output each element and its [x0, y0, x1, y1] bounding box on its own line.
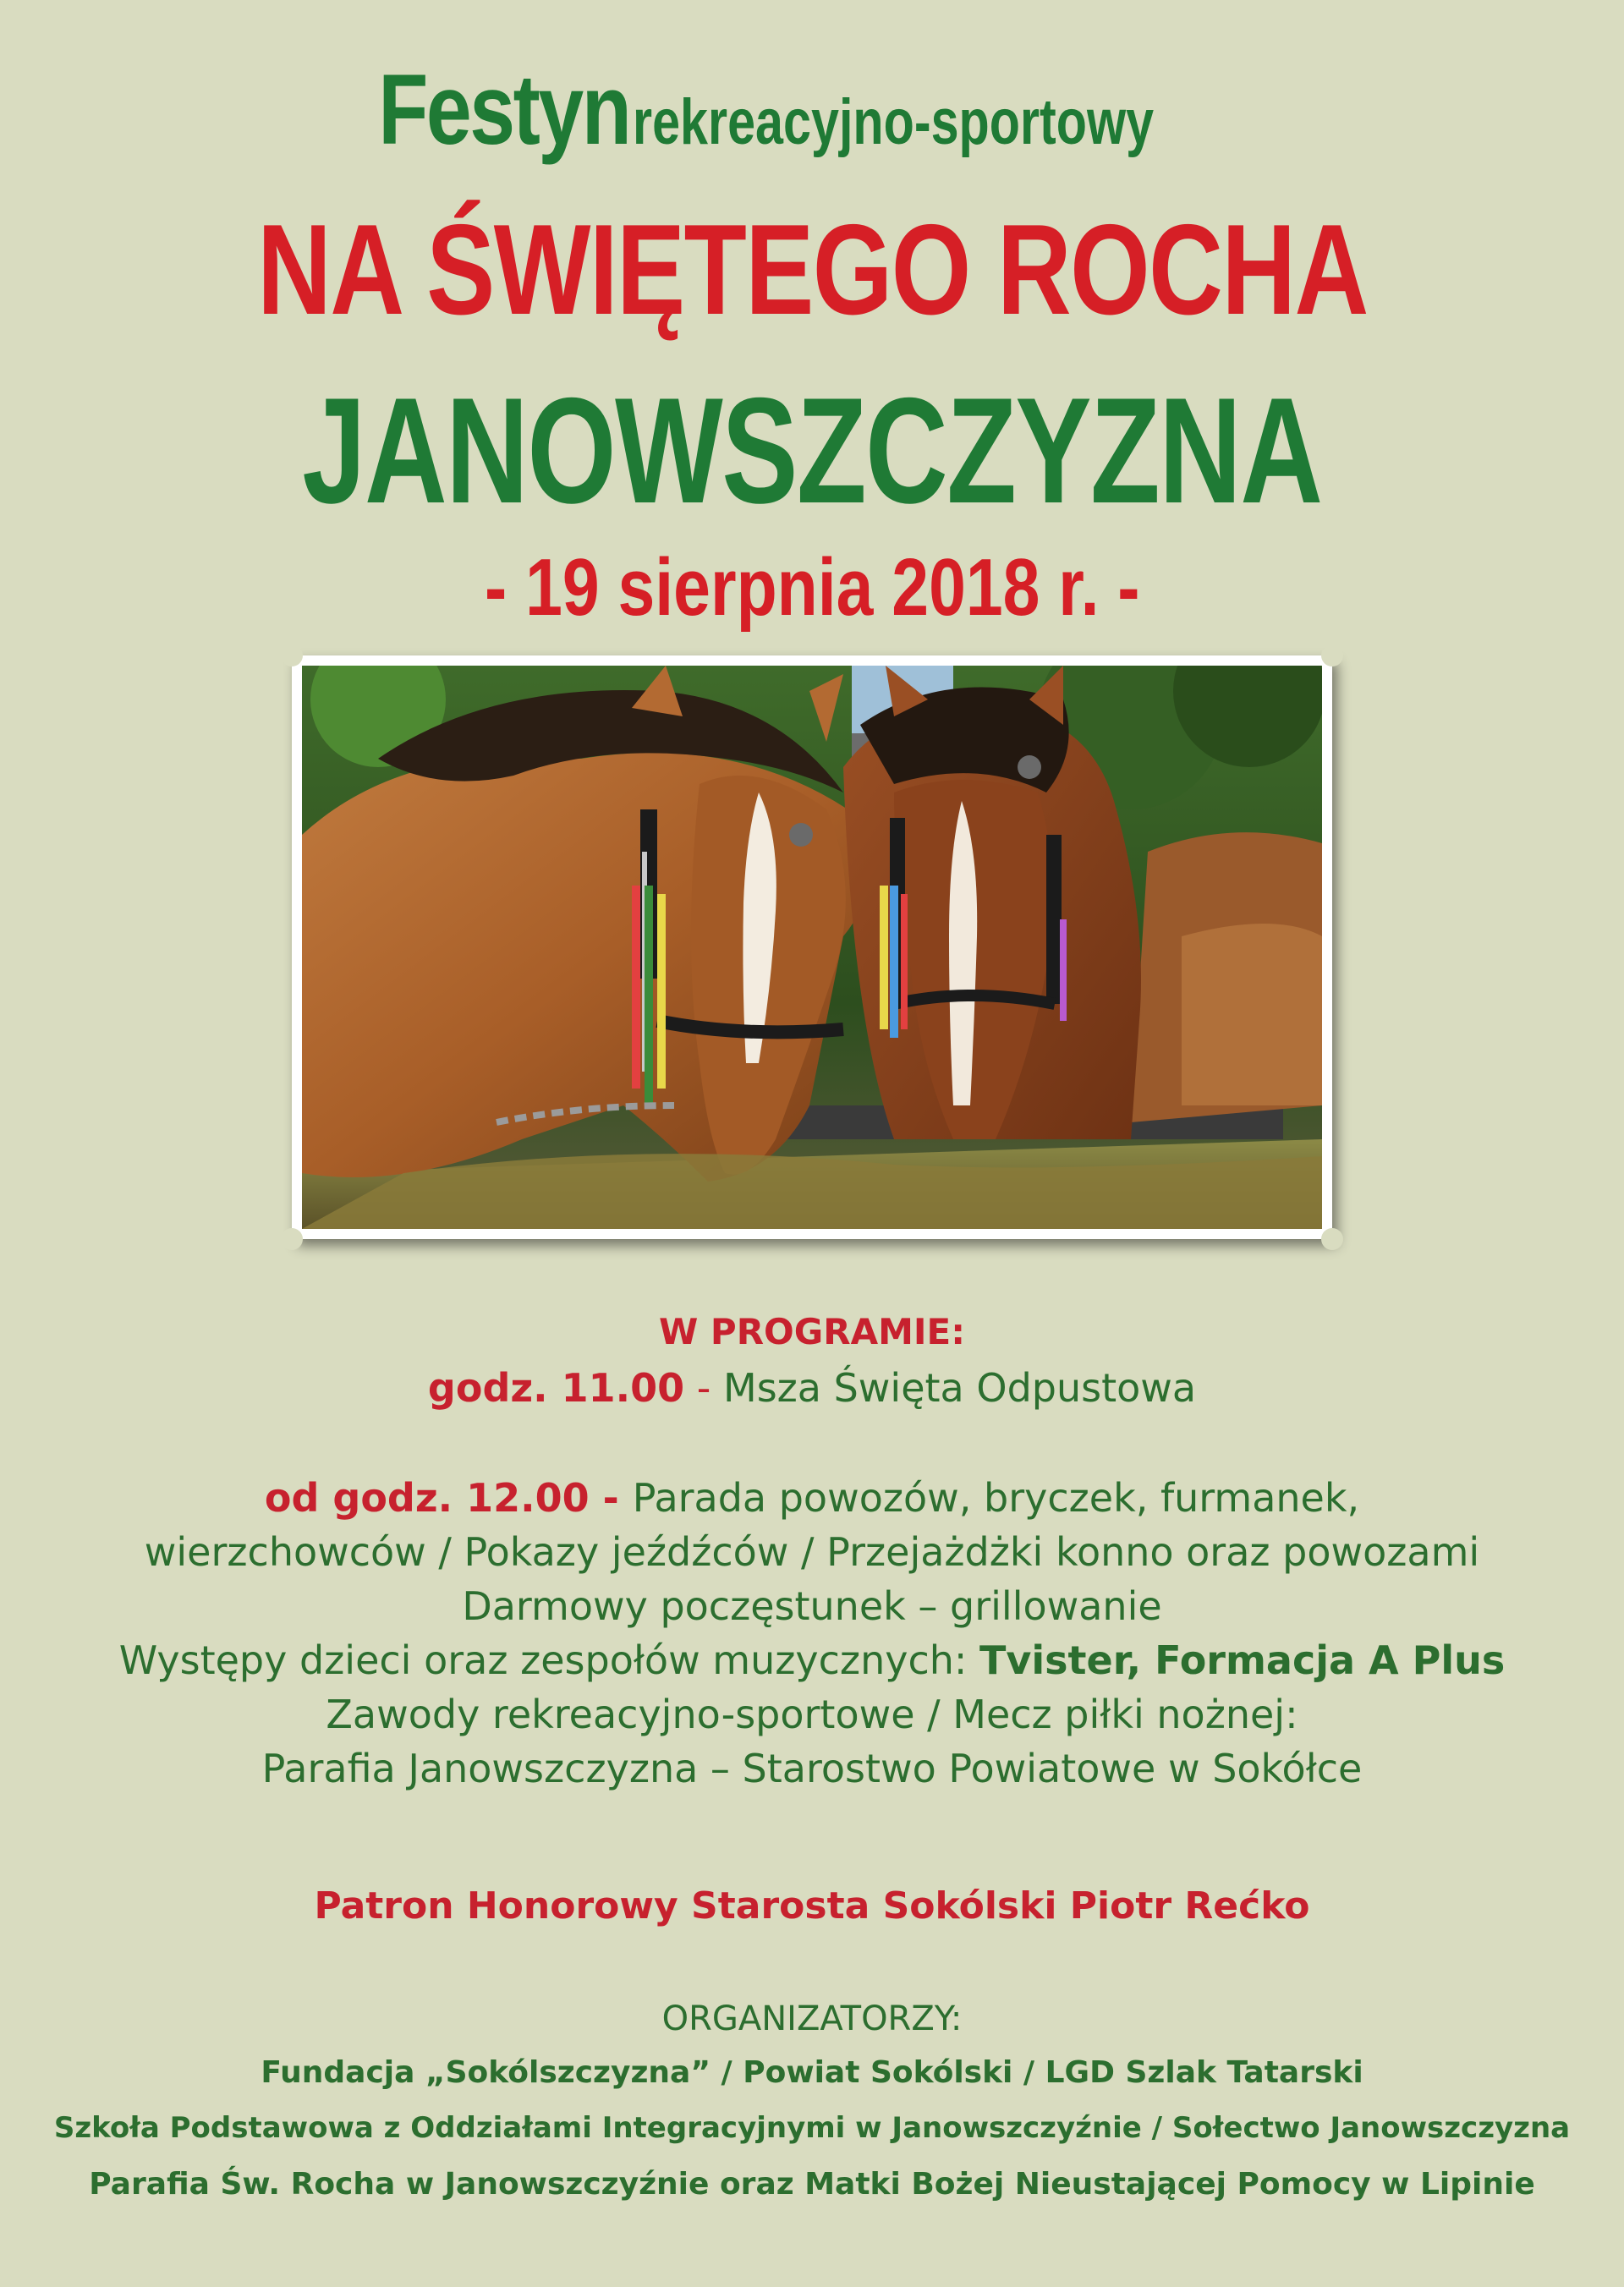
- frame-notch: [281, 644, 303, 666]
- photo-frame: [292, 655, 1332, 1239]
- program-item-1-sep: -: [684, 1365, 723, 1411]
- program-item-1: [0, 1365, 1624, 1411]
- event-date-text: - 19 sierpnia 2018 r. -: [484, 542, 1140, 633]
- program-item-1-time: godz. 11.00: [427, 1365, 685, 1411]
- event-date: [0, 541, 1624, 634]
- event-title-text: NA ŚWIĘTEGO ROCHA: [256, 198, 1368, 342]
- program-item-1-text: Msza Święta Odpustowa: [723, 1365, 1197, 1411]
- program-line-4-prefix: Występy dzieci oraz zespołów muzycznych:: [118, 1637, 980, 1683]
- program-line-5: Zawody rekreacyjno-sportowe / Mecz piłki nożnej:: [326, 1692, 1298, 1737]
- place-title-text: JANOWSZCZYZNA: [302, 366, 1322, 535]
- frame-notch: [1321, 644, 1343, 666]
- program-item-2-time: od godz. 12.00: [264, 1475, 603, 1521]
- horses-photo: [302, 666, 1322, 1229]
- organizers-line-3: Parafia Św. Rocha w Janowszczyźnie oraz Matki Bożej Nieustającej Pomocy w Lipinie: [89, 2167, 1535, 2202]
- program-heading: W PROGRAMIE:: [658, 1311, 965, 1352]
- organizers-line-1: Fundacja „Sokólszczyzna” / Powiat Sokólski / LGD Szlak Tatarski: [261, 2055, 1363, 2090]
- horses-illustration: [302, 666, 1322, 1229]
- festyn-word: Festyn: [377, 54, 630, 166]
- program-line-6: Parafia Janowszczyzna – Starostwo Powiatowe w Sokółce: [261, 1746, 1363, 1791]
- program-item-2: [0, 1475, 1624, 1521]
- frame-notch: [1321, 1228, 1343, 1250]
- program-line-2: wierzchowców / Pokazy jeźdźców / Przejażdżki konno oraz powozami: [144, 1529, 1480, 1575]
- program-line-4: [0, 1637, 1624, 1683]
- program-item-2-text: Parada powozów, bryczek, furmanek,: [632, 1475, 1360, 1521]
- place-title: [0, 364, 1624, 537]
- organizers-heading: ORGANIZATORZY:: [661, 1999, 963, 2038]
- program-item-2-sep: -: [602, 1475, 633, 1521]
- festyn-line: [0, 52, 1624, 167]
- event-title: [0, 196, 1624, 344]
- frame-notch: [281, 1228, 303, 1250]
- organizers-line-2: Szkoła Podstawowa z Oddziałami Integracyjnymi w Janowszczyźnie / Sołectwo Janowszczyzna: [53, 2111, 1571, 2145]
- subtitle-text: rekreacyjno-sportowy: [633, 86, 1155, 158]
- patron-line: Patron Honorowy Starosta Sokólski Piotr Rećko: [314, 1884, 1310, 1928]
- program-line-3: Darmowy poczęstunek – grillowanie: [462, 1583, 1162, 1629]
- program-line-4-bands: Tvister, Formacja A Plus: [979, 1637, 1506, 1683]
